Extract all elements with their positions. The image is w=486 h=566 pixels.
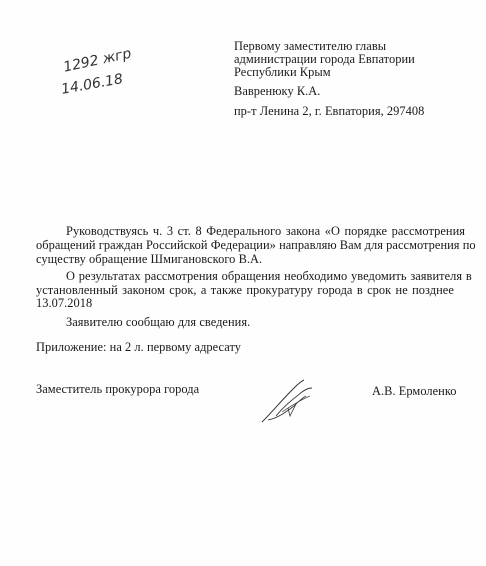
addressee-name: Вавренюку К.А. (234, 84, 321, 98)
addressee-address: пр-т Ленина 2, г. Евпатория, 297408 (234, 104, 425, 118)
registration-date-handwritten: 14.06.18 (60, 71, 125, 98)
body-paragraph-1-line-2: обращений граждан Российской Федерации» направляю Вам для рассмотрения по (36, 238, 476, 252)
addressee-line-2: администрации города Евпатории (234, 52, 415, 66)
body-paragraph-2-line-1: О результатах рассмотрения обращения необходимо уведомить заявителя в (66, 269, 472, 283)
attachment-note: Приложение: на 2 л. первому адресату (36, 340, 242, 354)
registration-number-handwritten: 1292 жгр (62, 45, 133, 76)
addressee-line-1: Первому заместителю главы (234, 39, 387, 53)
body-paragraph-2-line-3: 13.07.2018 (36, 296, 93, 310)
body-paragraph-2-line-2: установленный законом срок, а также прокуратуру города в срок не позднее (36, 283, 454, 297)
body-paragraph-3: Заявителю сообщаю для сведения. (66, 315, 251, 329)
body-paragraph-1-line-1: Руководствуясь ч. 3 ст. 8 Федерального закона «О порядке рассмотрения (66, 224, 466, 238)
handwritten-signature (258, 378, 318, 428)
body-paragraph-1-line-3: существу обращение Шмигановского В.А. (36, 252, 263, 266)
signatory-name: А.В. Ермоленко (372, 384, 457, 398)
signatory-position: Заместитель прокурора города (36, 382, 200, 396)
addressee-line-3: Республики Крым (234, 65, 331, 79)
